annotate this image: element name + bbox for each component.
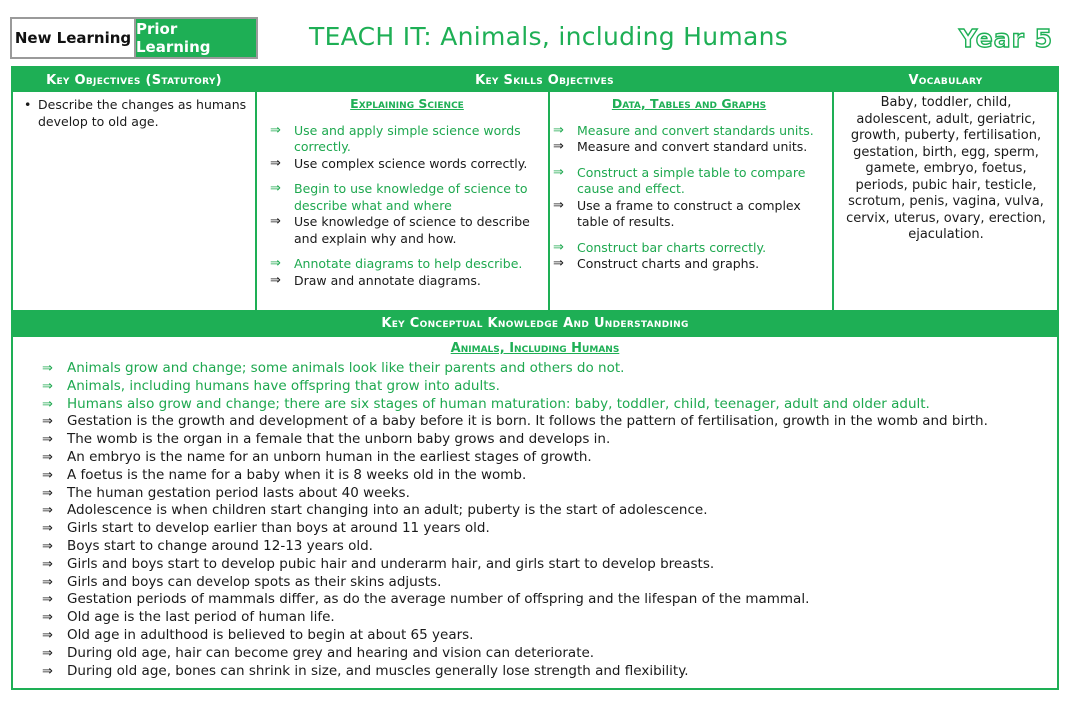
- skill-item-text: Draw and annotate diagrams.: [294, 272, 481, 288]
- knowledge-item-text: Gestation periods of mammals differ, as do the average number of offspring and the lifespan of the mammal.: [67, 591, 810, 608]
- knowledge-item: [42, 520, 988, 538]
- knowledge-item: [42, 609, 988, 627]
- skill-item-text: Construct bar charts correctly.: [577, 239, 767, 255]
- explaining-science-cell: [270, 96, 544, 289]
- arrow-icon: ⇒: [553, 164, 564, 180]
- skill-group: [553, 165, 825, 231]
- skill-group: [553, 240, 825, 273]
- knowledge-item-text: Gestation is the growth and development of a baby before it is born. It follows the pattern of fertilisation, growth in the womb and birth.: [67, 413, 988, 430]
- skill-item: [553, 256, 825, 273]
- skill-item: [553, 139, 825, 156]
- arrow-icon: ⇒: [270, 181, 281, 196]
- arrow-icon: ⇒: [42, 610, 53, 626]
- knowledge-item-text: Old age in adulthood is believed to begin at about 65 years.: [67, 626, 474, 643]
- skill-item-text: Annotate diagrams to help describe.: [294, 256, 523, 271]
- arrow-icon: ⇒: [270, 256, 281, 271]
- skill-group: [270, 181, 544, 247]
- skill-item: [553, 123, 825, 140]
- arrow-icon: ⇒: [42, 645, 53, 661]
- knowledge-item: [42, 431, 988, 449]
- skill-item: [553, 165, 825, 198]
- knowledge-item: [42, 467, 988, 485]
- legend-prior-learning: Prior Learning: [136, 19, 256, 57]
- skill-item-text: Construct a simple table to compare cause and effect.: [577, 164, 806, 196]
- arrow-icon: ⇒: [42, 396, 53, 412]
- skill-item-text: Use complex science words correctly.: [294, 155, 528, 171]
- knowledge-item: [42, 556, 988, 574]
- skill-group: [270, 256, 544, 289]
- knowledge-item-text: Girls and boys start to develop pubic hair and underarm hair, and girls start to develop breasts.: [67, 555, 715, 572]
- skill-item: [553, 240, 825, 257]
- knowledge-item: [42, 360, 988, 378]
- arrow-icon: ⇒: [553, 256, 564, 271]
- divider: [255, 68, 257, 310]
- knowledge-item-text: The womb is the organ in a female that the unborn baby grows and develops in.: [67, 431, 611, 448]
- skill-group: [553, 123, 825, 156]
- objective-item-text: Describe the changes as humans develop to old age.: [38, 97, 247, 129]
- knowledge-item-text: The human gestation period lasts about 40 weeks.: [67, 484, 410, 501]
- header-objectives: Key Objectives (Statutory): [13, 68, 255, 92]
- data-tables-heading: Data, Tables and Graphs: [611, 96, 767, 111]
- knowledge-item-text: Animals, including humans have offspring that grow into adults.: [67, 377, 500, 394]
- arrow-icon: ⇒: [553, 197, 564, 213]
- skill-item-text: Construct charts and graphs.: [577, 256, 760, 271]
- arrow-icon: ⇒: [553, 139, 564, 154]
- skill-item: [270, 181, 544, 214]
- knowledge-item: [42, 485, 988, 503]
- arrow-icon: ⇒: [42, 432, 53, 448]
- knowledge-item-text: Girls and boys can develop spots as their skins adjusts.: [67, 573, 442, 590]
- arrow-icon: ⇒: [42, 378, 53, 394]
- arrow-icon: ⇒: [42, 592, 53, 608]
- knowledge-item: [42, 591, 988, 609]
- arrow-icon: ⇒: [553, 122, 564, 138]
- knowledge-item-text: Girls start to develop earlier than boys at around 11 years old.: [67, 520, 490, 537]
- skill-item: [270, 156, 544, 173]
- objectives-cell: [24, 97, 250, 130]
- conceptual-heading: Animals, Including Humans: [450, 341, 620, 356]
- conceptual-list: [42, 360, 988, 680]
- arrow-icon: ⇒: [270, 122, 281, 138]
- knowledge-item: [42, 538, 988, 556]
- year-label: Year 5: [958, 24, 1053, 53]
- knowledge-item: [42, 378, 988, 396]
- skill-item-text: Use a frame to construct a complex table of results.: [577, 197, 801, 229]
- knowledge-item-text: A foetus is the name for a baby when it is 8 weeks old in the womb.: [67, 466, 527, 483]
- arrow-icon: ⇒: [270, 155, 281, 171]
- knowledge-item-text: Boys start to change around 12-13 years old.: [67, 537, 373, 554]
- knowledge-item: [42, 413, 988, 431]
- knowledge-item-text: Adolescence is when children start changing into an adult; puberty is the start of adolescence.: [67, 502, 708, 519]
- skill-group: [270, 123, 544, 173]
- knowledge-item-text: An embryo is the name for an unborn human in the earliest stages of growth.: [67, 448, 592, 465]
- header-vocabulary: Vocabulary: [834, 68, 1057, 92]
- knowledge-item-text: Humans also grow and change; there are six stages of human maturation: baby, toddler, child, teenager, adult and older adult.: [67, 395, 930, 412]
- arrow-icon: ⇒: [42, 521, 53, 537]
- knowledge-item: [42, 574, 988, 592]
- header-skills: Key Skills Objectives: [257, 68, 832, 92]
- skill-item: [270, 214, 544, 247]
- knowledge-item: [42, 645, 988, 663]
- arrow-icon: ⇒: [42, 449, 53, 465]
- skill-item: [553, 198, 825, 231]
- skill-item-text: Measure and convert standards units.: [577, 122, 814, 138]
- skill-item-text: Use knowledge of science to describe and explain why and how.: [294, 214, 530, 246]
- skill-item-text: Measure and convert standard units.: [577, 139, 808, 154]
- skill-item: [270, 123, 544, 156]
- knowledge-item: [42, 663, 988, 681]
- arrow-icon: ⇒: [42, 556, 53, 572]
- data-tables-cell: [553, 96, 825, 273]
- vocabulary-cell: Baby, toddler, child, adolescent, adult, geriatric, growth, puberty, fertilisation, gestation, birth, egg, sperm, gamete, embryo, foetus, periods, pubic hair, testicle, scrotum, penis, vagina, vulva, cervix, uterus, ovary, erection, ejaculation.: [846, 95, 1046, 242]
- knowledge-item-text: During old age, hair can become grey and hearing and vision can deteriorate.: [67, 644, 595, 661]
- arrow-icon: ⇒: [42, 467, 53, 483]
- knowledge-item: [42, 627, 988, 645]
- objective-item: [24, 97, 250, 130]
- page-title: TEACH IT: Animals, including Humans: [309, 22, 789, 51]
- arrow-icon: ⇒: [553, 239, 564, 255]
- arrow-icon: ⇒: [42, 414, 53, 430]
- skill-item-text: Use and apply simple science words correctly.: [294, 122, 521, 154]
- bullet-icon: •: [24, 97, 32, 112]
- arrow-icon: ⇒: [42, 485, 53, 501]
- arrow-icon: ⇒: [42, 503, 53, 519]
- knowledge-item-text: Old age is the last period of human life.: [67, 609, 335, 626]
- knowledge-item: [42, 396, 988, 414]
- legend-new-learning: New Learning: [12, 19, 136, 57]
- knowledge-item-text: Animals grow and change; some animals look like their parents and others do not.: [67, 360, 625, 376]
- divider: [832, 68, 834, 310]
- arrow-icon: ⇒: [270, 272, 281, 288]
- skill-item-text: Begin to use knowledge of science to describe what and where: [294, 181, 528, 213]
- skill-item: [270, 273, 544, 290]
- knowledge-item: [42, 449, 988, 467]
- legend: [10, 17, 258, 59]
- arrow-icon: ⇒: [42, 627, 53, 643]
- arrow-icon: ⇒: [270, 214, 281, 229]
- header-conceptual: Key Conceptual Knowledge And Understanding: [13, 310, 1057, 337]
- arrow-icon: ⇒: [42, 574, 53, 590]
- explaining-science-heading: Explaining Science: [350, 96, 464, 111]
- arrow-icon: ⇒: [42, 361, 53, 376]
- skill-item: [270, 256, 544, 273]
- arrow-icon: ⇒: [42, 538, 53, 554]
- knowledge-item: [42, 502, 988, 520]
- arrow-icon: ⇒: [42, 663, 53, 679]
- divider: [548, 92, 550, 310]
- knowledge-item-text: During old age, bones can shrink in size, and muscles generally lose strength and flexibility.: [67, 662, 689, 679]
